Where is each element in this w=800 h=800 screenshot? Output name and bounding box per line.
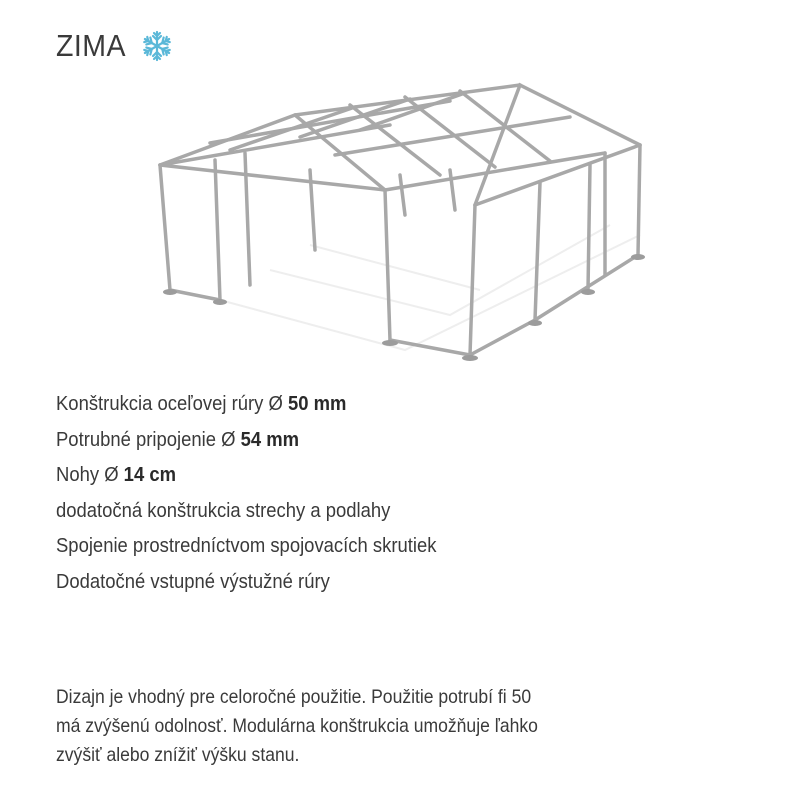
- page-header: [56, 28, 174, 64]
- feature-item: dodatočná konštrukcia strechy a podlahy: [56, 498, 391, 522]
- feature-item: Konštrukcia oceľovej rúry Ø 50 mm: [56, 392, 347, 415]
- frame-pipes: [160, 85, 640, 355]
- tent-frame-illustration: [150, 75, 660, 375]
- feature-item: Spojenie prostredníctvom spojovacích skrutiek: [56, 534, 437, 557]
- floor-outline: [220, 225, 640, 350]
- snowflake-icon: [140, 29, 174, 63]
- page-title: ZIMA: [56, 28, 126, 63]
- feature-item: Potrubné pripojenie Ø 54 mm: [56, 427, 300, 451]
- feature-list: [56, 386, 479, 599]
- feature-item: Dodatočné vstupné výstužné rúry: [56, 569, 330, 593]
- feature-item: Nohy Ø 14 cm: [56, 463, 177, 486]
- description: Dizajn je vhodný pre celoročné použitie. Použitie potrubí fi 50 má zvýšenú odolnosť. Modulárna konštrukcia umožňuje ľahko zvýšiť alebo znížiť výšku stanu.: [56, 686, 538, 766]
